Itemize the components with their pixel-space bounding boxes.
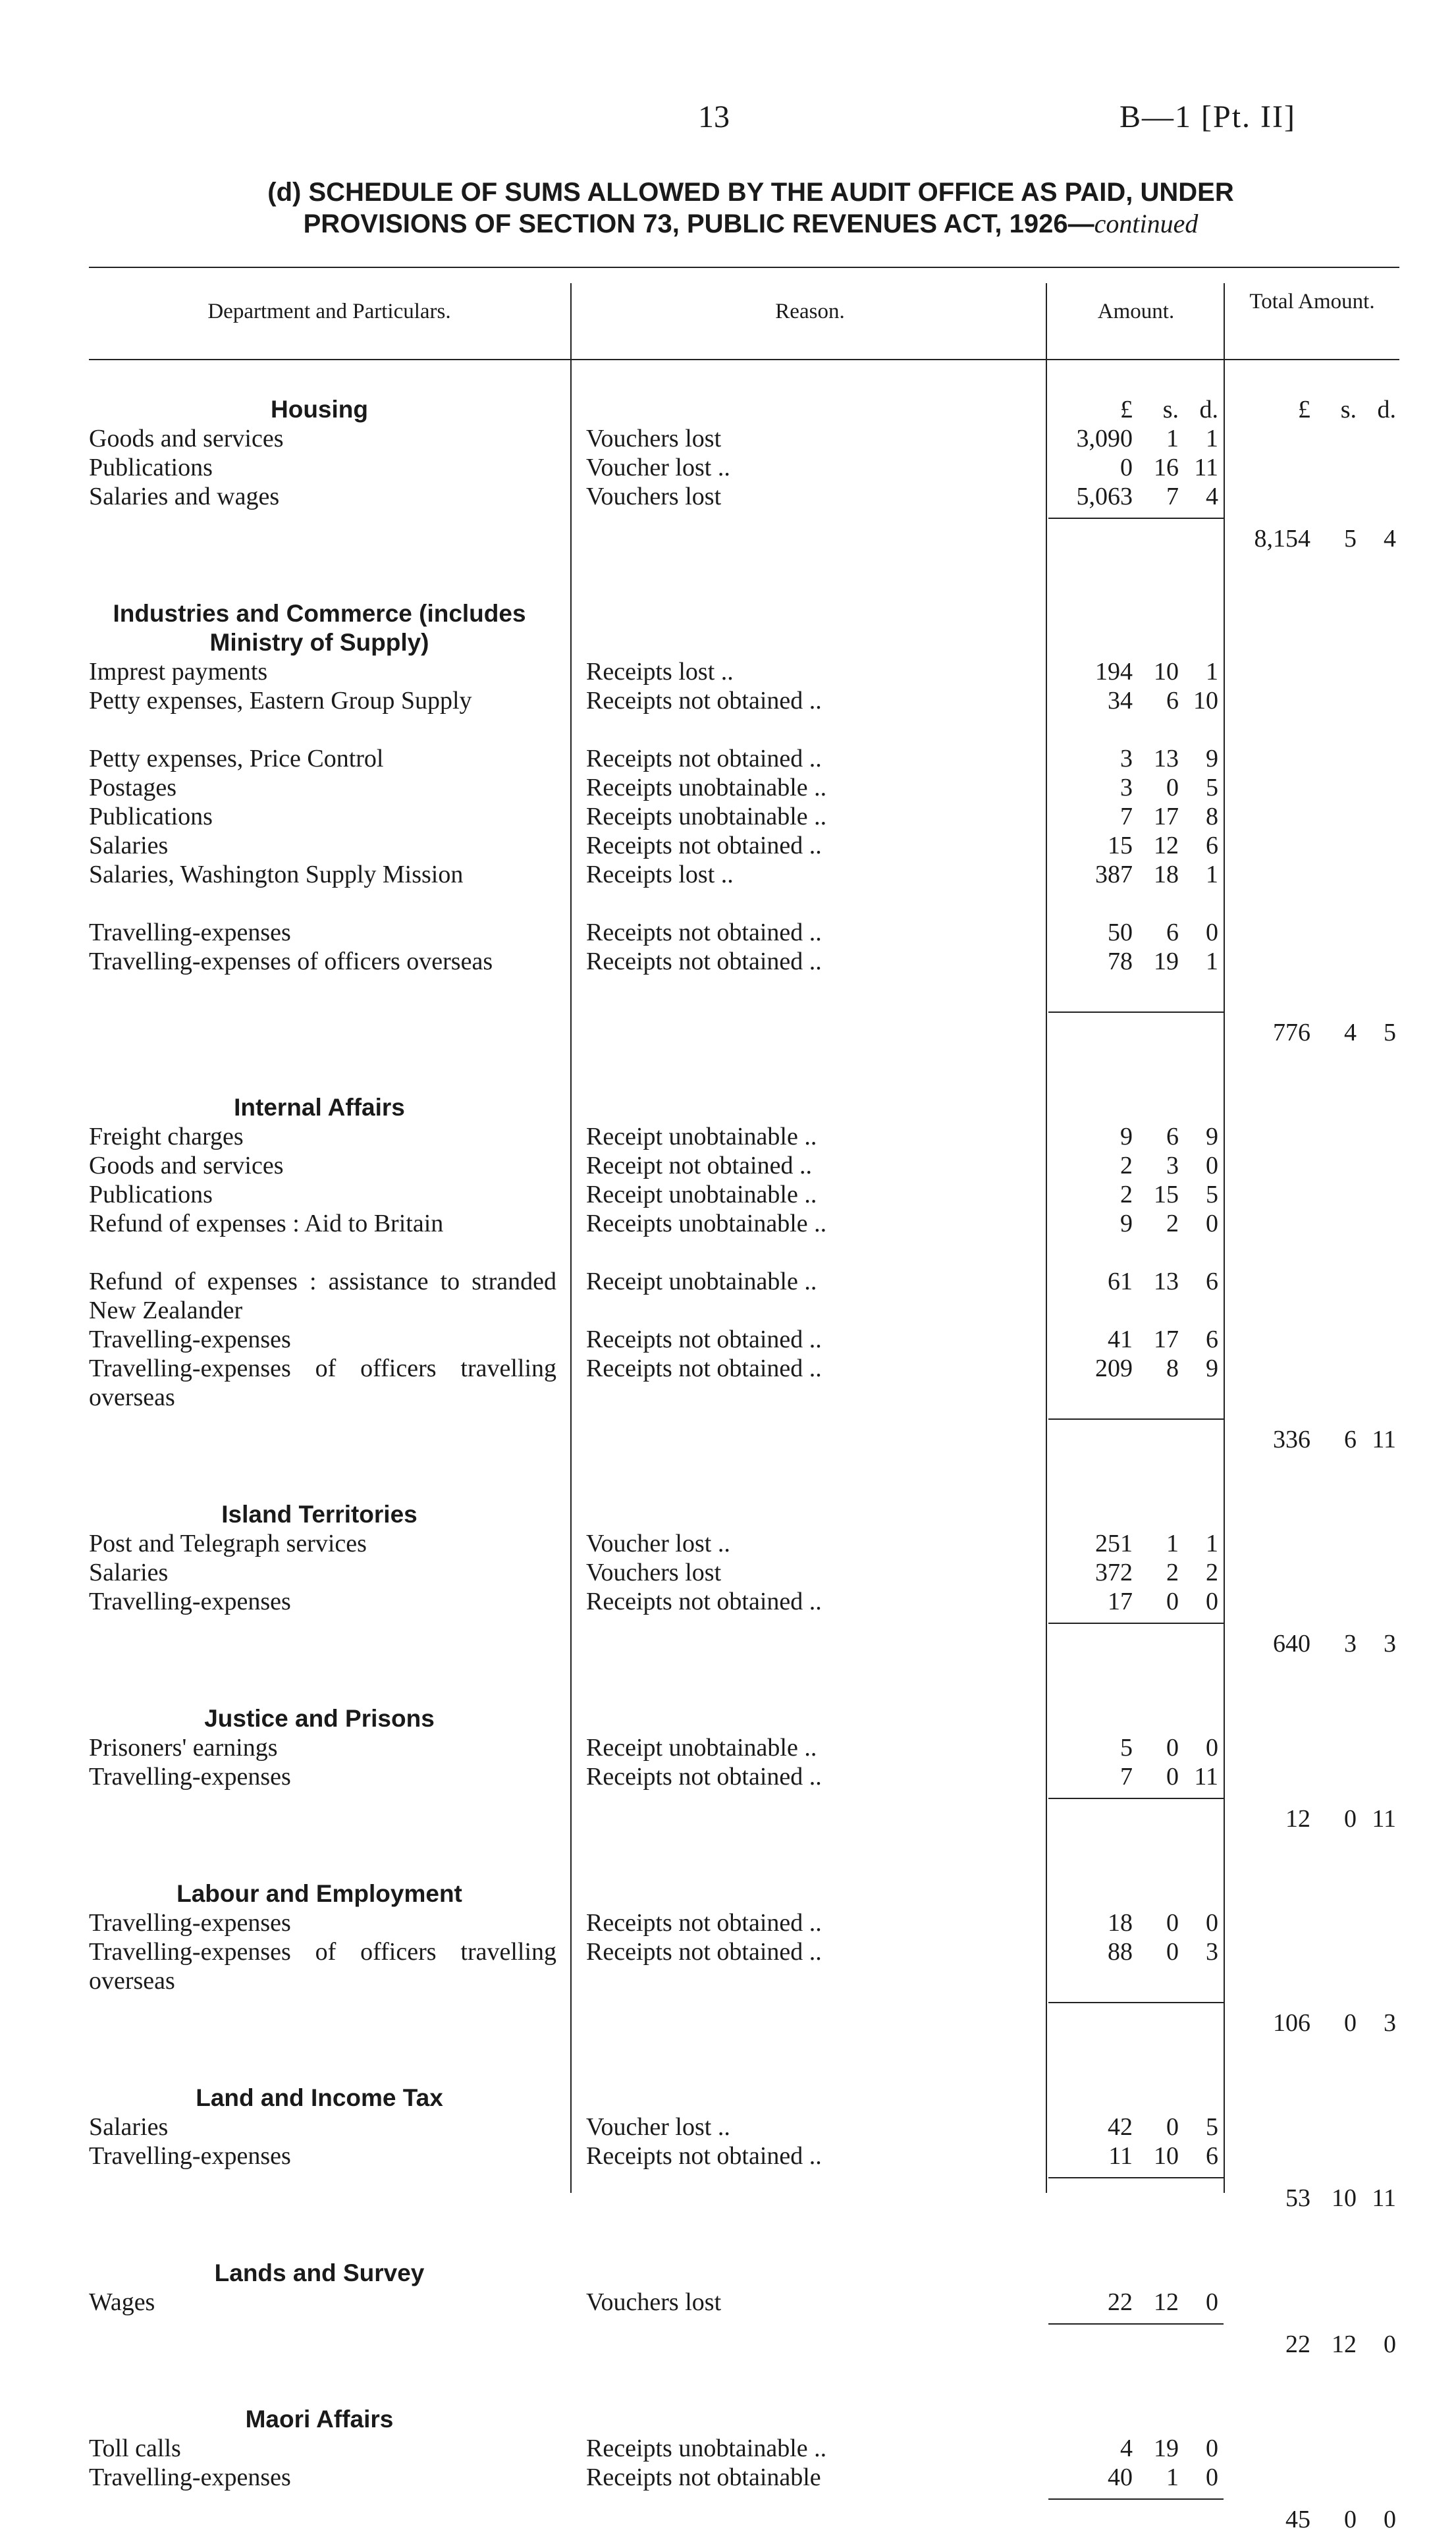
item-amount-shillings: 1 [1166,2464,1179,2491]
title-line-2: PROVISIONS OF SECTION 73, PUBLIC REVENUES ACT, 1926—continued [303,209,1199,238]
item-amount-pounds: 40 [1108,2464,1133,2491]
item-reason: Receipts not obtained .. [586,1326,822,1353]
total-currency-head [1231,395,1396,424]
item-particulars: Travelling-expenses of officers travelling overseas [89,1355,556,1411]
item-amount-shillings: 6 [1166,687,1179,714]
amount-currency-head-pounds: £ [1120,396,1133,423]
amount-subtotal-rule [1048,1623,1224,1624]
section-total-pounds: 640 [1273,1630,1310,1658]
section-total-pounds: 776 [1273,1019,1310,1046]
item-amount-pence: 9 [1206,1123,1218,1150]
item-reason: Receipts not obtained .. [586,948,822,975]
col-divider-2 [1046,283,1047,2193]
item-amount-pounds: 3 [1120,745,1133,772]
item-amount-pence: 0 [1206,1152,1218,1179]
item-amount-pence: 0 [1206,1734,1218,1762]
item-amount-shillings: 0 [1166,1763,1179,1791]
table-top-rule [89,267,1399,268]
item-particulars: Travelling-expenses [89,2142,291,2170]
section-total-pence: 11 [1372,2184,1396,2212]
item-reason: Vouchers lost [586,2288,722,2316]
item-amount-shillings: 12 [1154,2288,1179,2316]
item-reason: Receipt unobtainable .. [586,1268,817,1295]
item-amount-pence: 0 [1206,1909,1218,1937]
item-amount [1047,860,1218,889]
item-amount-pounds: 7 [1120,803,1133,830]
item-particulars: Salaries [89,2113,169,2141]
item-amount-shillings: 6 [1166,1123,1179,1150]
item-particulars: Prisoners' earnings [89,1734,278,1762]
item-amount-shillings: 12 [1154,832,1179,859]
item-amount-pounds: 61 [1108,1268,1133,1295]
item-amount-pence: 6 [1206,1326,1218,1353]
item-amount-pence: 3 [1206,1938,1218,1966]
item-particulars: Imprest payments [89,658,268,686]
item-amount-pounds: 9 [1120,1123,1133,1150]
total-currency-head-pounds: £ [1298,396,1310,423]
item-particulars: Refund of expenses : assistance to stranded New Zealander [89,1268,556,1324]
section-total-pounds: 8,154 [1254,525,1310,553]
item-amount [1047,2142,1218,2170]
item-amount-pence: 10 [1193,687,1218,714]
item-reason: Receipt unobtainable .. [586,1123,817,1150]
item-particulars: Salaries, Washington Supply Mission [89,861,464,888]
section-heading: Internal Affairs [234,1094,405,1121]
item-amount-shillings: 3 [1166,1152,1179,1179]
item-amount-pence: 0 [1206,1210,1218,1237]
item-amount-pounds: 4 [1120,2435,1133,2462]
item-reason: Voucher lost .. [586,2113,730,2141]
item-amount [1047,1733,1218,1762]
item-particulars: Travelling-expenses [89,2464,291,2491]
item-amount-shillings: 13 [1154,745,1179,772]
item-reason: Receipts not obtained .. [586,687,822,714]
section-total-shillings: 0 [1344,2009,1357,2037]
item-reason: Receipts not obtained .. [586,745,822,772]
item-amount-pence: 9 [1206,1355,1218,1382]
item-amount [1047,773,1218,802]
item-amount-shillings: 0 [1166,774,1179,801]
item-amount-shillings: 19 [1154,948,1179,975]
section-total-pence: 4 [1384,525,1396,553]
item-amount [1047,1267,1218,1296]
item-amount-pounds: 17 [1108,1588,1133,1615]
section-total [1231,524,1396,553]
item-amount-pence: 2 [1206,1559,1218,1586]
item-particulars: Travelling-expenses of officers travelling overseas [89,1938,556,1995]
item-particulars: Postages [89,774,176,801]
item-reason: Receipts unobtainable .. [586,2435,827,2462]
header-bottom-rule [89,359,1399,360]
item-reason: Receipts not obtained .. [586,1909,822,1937]
item-amount [1047,918,1218,947]
item-amount-pence: 1 [1206,1530,1218,1557]
item-amount-shillings: 18 [1154,861,1179,888]
item-particulars: Petty expenses, Price Control [89,745,384,772]
item-reason: Receipts not obtained .. [586,2142,822,2170]
item-amount [1047,1325,1218,1354]
amount-subtotal-rule [1048,2002,1224,2003]
item-amount-shillings: 6 [1166,919,1179,946]
item-reason: Vouchers lost [586,1559,722,1586]
amount-subtotal-rule [1048,2323,1224,2325]
item-amount [1047,1558,1218,1587]
item-amount-pence: 5 [1206,774,1218,801]
amount-currency-head-pence: d. [1199,396,1218,423]
item-amount-pence: 1 [1206,948,1218,975]
item-amount-shillings: 17 [1154,803,1179,830]
item-amount-shillings: 1 [1166,1530,1179,1557]
item-amount-pounds: 0 [1120,454,1133,481]
item-particulars: Goods and services [89,1152,284,1179]
item-amount-shillings: 10 [1154,2142,1179,2170]
item-amount [1047,1151,1218,1180]
section-total [1231,2330,1396,2359]
item-amount-pence: 11 [1194,1763,1218,1791]
section-total [1231,1629,1396,1658]
item-amount-pounds: 50 [1108,919,1133,946]
section-total-pence: 0 [1384,2331,1396,2358]
item-amount-pounds: 5,063 [1076,483,1133,510]
item-amount-shillings: 1 [1166,425,1179,452]
amount-currency-head [1047,395,1218,424]
item-particulars: Publications [89,1181,213,1208]
page-reference: B—1 [Pt. II] [1119,99,1296,134]
item-particulars: Travelling-expenses [89,1588,291,1615]
item-reason: Voucher lost .. [586,454,730,481]
section-total-shillings: 12 [1332,2331,1357,2358]
item-amount [1047,1529,1218,1558]
item-reason: Receipts not obtained .. [586,1588,822,1615]
item-reason: Receipt unobtainable .. [586,1181,817,1208]
item-amount [1047,424,1218,453]
item-reason: Receipts not obtained .. [586,919,822,946]
item-amount-pence: 0 [1206,1588,1218,1615]
item-particulars: Post and Telegraph services [89,1530,367,1557]
amount-subtotal-rule [1048,2498,1224,2500]
item-particulars: Salaries and wages [89,483,280,510]
item-amount [1047,1180,1218,1209]
section-total-shillings: 0 [1344,2506,1357,2533]
item-amount-shillings: 15 [1154,1181,1179,1208]
item-amount-pounds: 2 [1120,1152,1133,1179]
title-line-1: (d) SCHEDULE OF SUMS ALLOWED BY THE AUDIT OFFICE AS PAID, UNDER [267,178,1234,207]
section-heading: Industries and Commerce (includes Ministry of Supply) [113,600,526,656]
item-particulars: Travelling-expenses [89,919,291,946]
item-amount [1047,657,1218,686]
item-amount-shillings: 13 [1154,1268,1179,1295]
item-amount-pence: 6 [1206,1268,1218,1295]
total-currency-head-shillings: s. [1340,396,1357,423]
item-reason: Receipts not obtained .. [586,1355,822,1382]
item-amount-shillings: 0 [1166,1588,1179,1615]
item-amount-pounds: 88 [1108,1938,1133,1966]
page-number: 13 [698,99,730,134]
item-amount-pence: 0 [1206,2435,1218,2462]
item-amount-pounds: 22 [1108,2288,1133,2316]
item-amount-shillings: 10 [1154,658,1179,686]
item-reason: Receipts not obtainable [586,2464,821,2491]
amount-currency-head-shillings: s. [1162,396,1179,423]
item-amount-pence: 0 [1206,2464,1218,2491]
item-amount-pounds: 34 [1108,687,1133,714]
item-particulars: Toll calls [89,2435,181,2462]
item-amount-pounds: 372 [1095,1559,1133,1586]
section-heading: Housing [271,396,368,423]
section-total-pence: 11 [1372,1426,1396,1453]
section-total-pence: 11 [1372,1805,1396,1833]
item-amount [1047,453,1218,482]
item-amount [1047,744,1218,773]
item-amount-pounds: 3,090 [1076,425,1133,452]
amount-subtotal-rule [1048,1418,1224,1420]
section-total [1231,1425,1396,1454]
item-particulars: Wages [89,2288,155,2316]
item-reason: Receipts unobtainable .. [586,1210,827,1237]
amount-subtotal-rule [1048,518,1224,519]
section-total-pence: 3 [1384,2009,1396,2037]
item-amount-pence: 6 [1206,832,1218,859]
item-amount [1047,482,1218,511]
schedule-title [92,176,1409,240]
section-total [1231,1804,1396,1833]
item-reason: Receipts lost .. [586,658,734,686]
section-total-pence: 0 [1384,2506,1396,2533]
item-amount-pence: 9 [1206,745,1218,772]
item-amount-pounds: 209 [1095,1355,1133,1382]
item-amount [1047,1209,1218,1238]
item-amount-pence: 1 [1206,658,1218,686]
item-amount-pounds: 5 [1120,1734,1133,1762]
item-amount [1047,1122,1218,1151]
item-particulars: Salaries [89,1559,169,1586]
item-particulars: Freight charges [89,1123,244,1150]
item-amount-pounds: 387 [1095,861,1133,888]
item-particulars: Travelling-expenses [89,1909,291,1937]
item-particulars: Travelling-expenses [89,1763,291,1791]
col-head-amount: Amount. [1097,300,1175,323]
item-amount-pounds: 18 [1108,1909,1133,1937]
item-amount [1047,1354,1218,1383]
item-amount-pounds: 9 [1120,1210,1133,1237]
section-heading: Justice and Prisons [204,1705,435,1732]
item-particulars: Publications [89,803,213,830]
item-amount [1047,2463,1218,2492]
section-total-pounds: 45 [1285,2506,1310,2533]
item-amount-shillings: 17 [1154,1326,1179,1353]
item-amount [1047,831,1218,860]
section-heading: Lands and Survey [214,2259,425,2286]
section-heading: Island Territories [221,1501,418,1528]
item-amount-pounds: 42 [1108,2113,1133,2141]
item-reason: Receipt not obtained .. [586,1152,812,1179]
item-amount-pence: 4 [1206,483,1218,510]
section-total-pence: 3 [1384,1630,1396,1658]
item-amount-shillings: 7 [1166,483,1179,510]
col-head-particulars: Department and Particulars. [207,300,451,323]
section-total-pence: 5 [1384,1019,1396,1046]
item-reason: Receipts unobtainable .. [586,774,827,801]
item-amount [1047,1587,1218,1616]
section-total [1231,2184,1396,2213]
amount-subtotal-rule [1048,2177,1224,2178]
section-heading: Maori Affairs [245,2406,394,2433]
amount-subtotal-rule [1048,1798,1224,1799]
item-amount [1047,1908,1218,1937]
item-amount-shillings: 2 [1166,1210,1179,1237]
section-total-shillings: 4 [1344,1019,1357,1046]
section-heading: Land and Income Tax [196,2084,443,2111]
col-divider-1 [570,283,572,2193]
item-amount-pounds: 41 [1108,1326,1133,1353]
total-currency-head-pence: d. [1377,396,1396,423]
item-amount-pence: 5 [1206,1181,1218,1208]
section-total-pounds: 53 [1285,2184,1310,2212]
item-reason: Vouchers lost [586,425,722,452]
item-amount [1047,1762,1218,1791]
item-amount-shillings: 2 [1166,1559,1179,1586]
section-total-pounds: 336 [1273,1426,1310,1453]
item-particulars: Publications [89,454,213,481]
item-amount [1047,686,1218,715]
item-reason: Receipt unobtainable .. [586,1734,817,1762]
item-amount-pounds: 78 [1108,948,1133,975]
section-total [1231,2505,1396,2534]
section-total-pounds: 22 [1285,2331,1310,2358]
item-amount-pence: 5 [1206,2113,1218,2141]
item-amount-shillings: 0 [1166,2113,1179,2141]
item-amount-shillings: 0 [1166,1938,1179,1966]
item-amount-pence: 6 [1206,2142,1218,2170]
section-heading: Labour and Employment [176,1880,462,1907]
item-amount-shillings: 19 [1154,2435,1179,2462]
item-reason: Receipts not obtained .. [586,1938,822,1966]
item-amount-pounds: 11 [1108,2142,1133,2170]
item-amount-pounds: 7 [1120,1763,1133,1791]
item-reason: Vouchers lost [586,483,722,510]
col-head-total: Total Amount. [1249,290,1375,313]
section-total-pounds: 106 [1273,2009,1310,2037]
item-particulars: Travelling-expenses [89,1326,291,1353]
item-amount-shillings: 16 [1154,454,1179,481]
section-total-shillings: 3 [1344,1630,1357,1658]
col-divider-3 [1224,283,1225,2193]
item-amount [1047,2113,1218,2142]
item-amount-shillings: 8 [1166,1355,1179,1382]
section-total [1231,1018,1396,1047]
item-particulars: Salaries [89,832,169,859]
item-amount [1047,2288,1218,2317]
item-reason: Receipts lost .. [586,861,734,888]
item-reason: Receipts unobtainable .. [586,803,827,830]
item-amount [1047,802,1218,831]
section-total-shillings: 0 [1344,1805,1357,1833]
item-particulars: Goods and services [89,425,284,452]
item-amount-shillings: 0 [1166,1734,1179,1762]
item-amount-pence: 11 [1194,454,1218,481]
section-total-shillings: 6 [1344,1426,1357,1453]
item-amount-pence: 0 [1206,919,1218,946]
section-total-shillings: 10 [1332,2184,1357,2212]
item-particulars: Refund of expenses : Aid to Britain [89,1210,444,1237]
item-amount [1047,947,1218,976]
item-amount-pounds: 2 [1120,1181,1133,1208]
amount-subtotal-rule [1048,1011,1224,1013]
item-amount-pounds: 251 [1095,1530,1133,1557]
item-amount-shillings: 0 [1166,1909,1179,1937]
item-amount [1047,1937,1218,1966]
item-amount-pounds: 3 [1120,774,1133,801]
section-total-pounds: 12 [1285,1805,1310,1833]
item-reason: Voucher lost .. [586,1530,730,1557]
item-amount-pounds: 194 [1095,658,1133,686]
item-particulars: Petty expenses, Eastern Group Supply [89,687,472,714]
item-amount-pence: 8 [1206,803,1218,830]
section-total-shillings: 5 [1344,525,1357,553]
item-amount-pence: 0 [1206,2288,1218,2316]
item-particulars: Travelling-expenses of officers overseas [89,948,493,975]
item-amount-pence: 1 [1206,425,1218,452]
section-total [1231,2008,1396,2037]
col-head-reason: Reason. [775,300,845,323]
item-amount-pence: 1 [1206,861,1218,888]
item-reason: Receipts not obtained .. [586,832,822,859]
item-reason: Receipts not obtained .. [586,1763,822,1791]
item-amount-pounds: 15 [1108,832,1133,859]
item-amount [1047,2434,1218,2463]
